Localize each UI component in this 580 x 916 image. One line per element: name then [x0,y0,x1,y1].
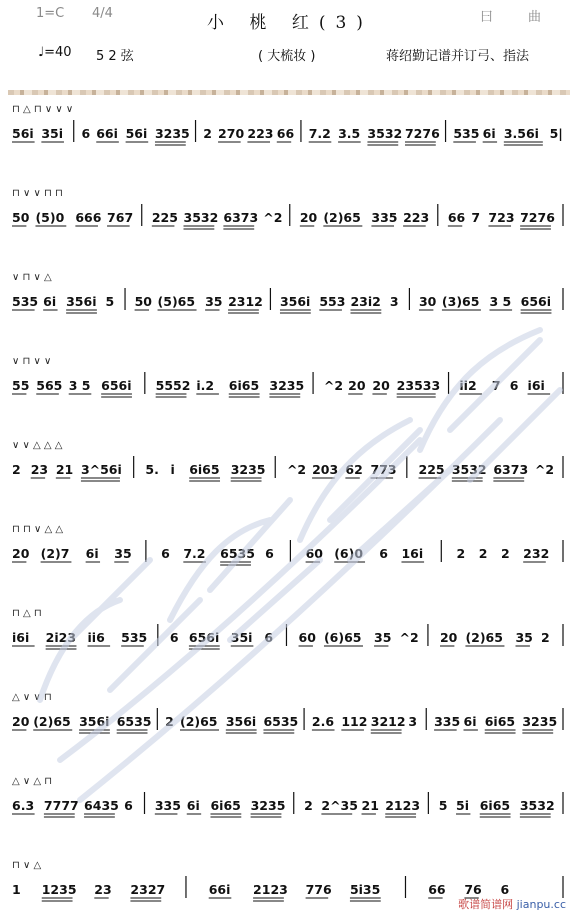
note-group: 2123 [385,798,421,813]
note-group: 6i65 [484,714,516,729]
bowing-marks: △ ∨ ∨ ⊓ [12,692,52,703]
note-group: 232 [523,546,550,561]
score-line [0,100,580,160]
corner-mark-a: 曰 [480,10,494,25]
note-group: 6 [169,630,179,645]
note-group: 3.56i [503,126,539,141]
corner-mark-b: 曲 [528,10,542,25]
note-group: 66 [276,126,295,141]
note-group: 3532 [519,798,555,813]
decorative-band [8,90,570,95]
note-group: 2 [304,798,313,813]
note-group: 20 [299,210,318,225]
note-group: 225 [151,210,178,225]
footer-site-url: jianpu.cc [516,898,566,911]
note-group: 3235 [154,126,190,141]
note-group: 723 [488,210,515,225]
note-group: 50 [12,210,30,225]
note-group: 3 [408,714,418,729]
note-group: 7276 [520,210,555,225]
note-group: ^2 [399,630,419,645]
note-group: 3235 [250,798,286,813]
note-group: 2 [500,546,510,561]
note-group: 66 [428,882,446,897]
note-group: 3 5 [68,378,91,393]
note-group: 66i [208,882,231,897]
note-group: 55 [12,378,30,393]
note-group: 3235 [230,462,266,477]
note-group: 553 [319,294,346,309]
note-group: 2 [203,126,212,141]
note-group: 223 [403,210,430,225]
site-footer [458,896,566,912]
note-group: (2)65 [323,210,361,225]
note-group: 535 [453,126,480,141]
key-signature: 1=C [36,6,65,21]
score-line [0,604,580,664]
note-group: ^2 [263,210,283,225]
note-group: 767 [107,210,134,225]
note-group: 20 [12,546,30,561]
note-group: 76 [464,882,482,897]
note-group: 1 [12,882,21,897]
note-group: 335 [154,798,181,813]
bowing-marks: △ ∨ △ ⊓ [12,776,53,787]
note-group: 7.2 [183,546,206,561]
page-title: 小 桃 红(3) [207,13,373,33]
note-group: 56i [125,126,148,141]
note-group: 6 [161,546,170,561]
note-group: 21 [55,462,74,477]
note-group: 3532 [183,210,219,225]
note-group: 6i65 [189,462,220,477]
bowing-marks: ∨ ⊓ ∨ △ [12,272,52,283]
note-group: (2)65 [465,630,503,645]
note-group: 5i [456,798,470,813]
note-group: 6373 [223,210,259,225]
bowing-marks: ⊓ ∨ △ [12,860,42,871]
note-group: 776 [305,882,332,897]
score-line [0,352,580,412]
note-group: 6i65 [479,798,511,813]
note-group: (3)65 [441,294,480,309]
note-group: (6)0 [334,546,364,561]
score-line [0,520,580,580]
note-group: 66 [447,210,466,225]
bowing-marks: ⊓ △ ⊓ [12,608,42,619]
note-group: 225 [418,462,445,477]
note-group: 60 [298,630,316,645]
note-group: 5i35 [349,882,381,897]
note-group: 6435 [84,798,119,813]
note-group: 335 [371,210,398,225]
note-group: 2i23 [45,630,77,645]
note-group: 3212 [370,714,406,729]
bowing-marks: ∨ ∨ △ △ △ [12,440,63,451]
note-group: (6)65 [323,630,362,645]
note-group: 7.2 [308,126,331,141]
note-group: 2 [478,546,488,561]
bowing-marks: ∨ ⊓ ∨ ∨ [12,356,52,367]
note-group: 656i [188,630,220,645]
note-group: 2 [165,714,174,729]
note-group: 223 [247,126,274,141]
note-group: ^2 [323,378,344,393]
note-group: ii2 [459,378,477,393]
note-group: (2)65 [33,714,71,729]
note-group: 23 [30,462,49,477]
note-group: ^2 [534,462,555,477]
note-group: 16i [401,546,424,561]
note-group: 20 [12,714,30,729]
note-group: 35 [205,294,223,309]
note-group: 2 [456,546,466,561]
subtitle: ( 大梳妆 ) [258,49,316,64]
note-group: (2)7 [40,546,70,561]
note-group: 35 [114,546,132,561]
note-group: 5 [105,294,115,309]
note-group: 6535 [220,546,255,561]
note-group: 6 [265,546,274,561]
note-group: 6i [482,126,496,141]
note-group: 23533 [396,378,441,393]
note-group: 30 [418,294,437,309]
note-group: 23 [94,882,112,897]
note-group: 203 [312,462,339,477]
note-group: 21 [361,798,379,813]
note-group: 6.3 [12,798,35,813]
bowing-marks: ⊓ ⊓ ∨ △ △ [12,524,64,535]
string-tuning: 5 2 弦 [96,49,134,64]
note-group: i6i [12,630,30,645]
note-group: 6i [186,798,200,813]
note-group: 2312 [228,294,263,309]
note-group: 6i65 [228,378,260,393]
note-group: 2 [12,462,21,477]
time-signature: 4/4 [92,6,113,21]
score-line [0,184,580,244]
note-group: 2 [540,630,550,645]
note-group: 2327 [130,882,166,897]
note-group: 6535 [263,714,299,729]
note-group: 3235 [269,378,305,393]
note-group: 35i [230,630,253,645]
score-line [0,688,580,748]
note-group: 6i [85,546,99,561]
note-group: 7 [491,378,501,393]
note-group: 3^56i [80,462,122,477]
credit-line: 蒋绍勤记谱并订弓、指法 [386,49,530,64]
note-group: 5 [438,798,448,813]
note-group: 2^35 [321,798,358,813]
note-group: 6373 [493,462,529,477]
note-group: 335 [434,714,461,729]
note-group: 3 5 [489,294,512,309]
note-group: 356i [225,714,257,729]
note-group: ^2 [286,462,307,477]
tempo-marking: ♩=40 [38,45,72,60]
note-group: 6i [43,294,57,309]
bowing-marks: ⊓ △ ⊓ ∨ ∨ ∨ [12,104,74,115]
note-group: i.2 [196,378,215,393]
note-group: i [170,462,175,477]
note-group: 6 [379,546,388,561]
note-group: 270 [218,126,245,141]
note-group: 356i [79,714,110,729]
score-line [0,268,580,328]
note-group: 62 [345,462,363,477]
note-group: 20 [439,630,458,645]
note-group: ii6 [87,630,105,645]
note-group: 5552 [155,378,191,393]
note-group: 5| [549,126,563,141]
note-group: 35 [374,630,392,645]
note-group: 656i [520,294,552,309]
note-group: 3235 [522,714,558,729]
note-group: 7276 [404,126,440,141]
note-group: 3532 [367,126,403,141]
note-group: 23i2 [350,294,381,309]
note-group: 565 [36,378,63,393]
note-group: 35 [515,630,533,645]
note-group: 66i [96,126,118,141]
note-group: 6 [81,126,91,141]
note-group: (5)65 [157,294,196,309]
note-group: 6535 [116,714,152,729]
note-group: 666 [75,210,102,225]
note-group: 7777 [43,798,79,813]
score-line [0,772,580,832]
note-group: 535 [12,294,39,309]
note-group: 20 [348,378,366,393]
note-group: 5. [145,462,159,477]
note-group: 3.5 [338,126,361,141]
note-group: 6i65 [210,798,241,813]
bowing-marks: ⊓ ∨ ∨ ⊓ ⊓ [12,188,63,199]
note-group: 3532 [451,462,487,477]
note-group: 6 [124,798,133,813]
note-group: 2.6 [311,714,335,729]
note-group: 20 [372,378,390,393]
note-group: 7 [471,210,481,225]
note-group: (5)0 [35,210,65,225]
note-group: 2123 [253,882,288,897]
note-group: 656i [101,378,132,393]
note-group: 6 [500,882,510,897]
note-group: 3 [389,294,399,309]
note-group: 535 [121,630,148,645]
note-group: 50 [134,294,152,309]
note-group: i6i [527,378,545,393]
footer-site-name: 歌谱简谱网 [458,898,514,911]
note-group: 1235 [41,882,77,897]
note-group: 35i [41,126,64,141]
note-group: 6 [264,630,274,645]
note-group: 356i [279,294,311,309]
note-group: 56i [12,126,34,141]
note-group: (2)65 [179,714,218,729]
note-group: 6 [509,378,519,393]
note-group: 112 [341,714,368,729]
note-group: 60 [305,546,324,561]
note-group: 6i [463,714,477,729]
note-group: 773 [370,462,397,477]
score-line [0,436,580,496]
note-group: 356i [66,294,97,309]
